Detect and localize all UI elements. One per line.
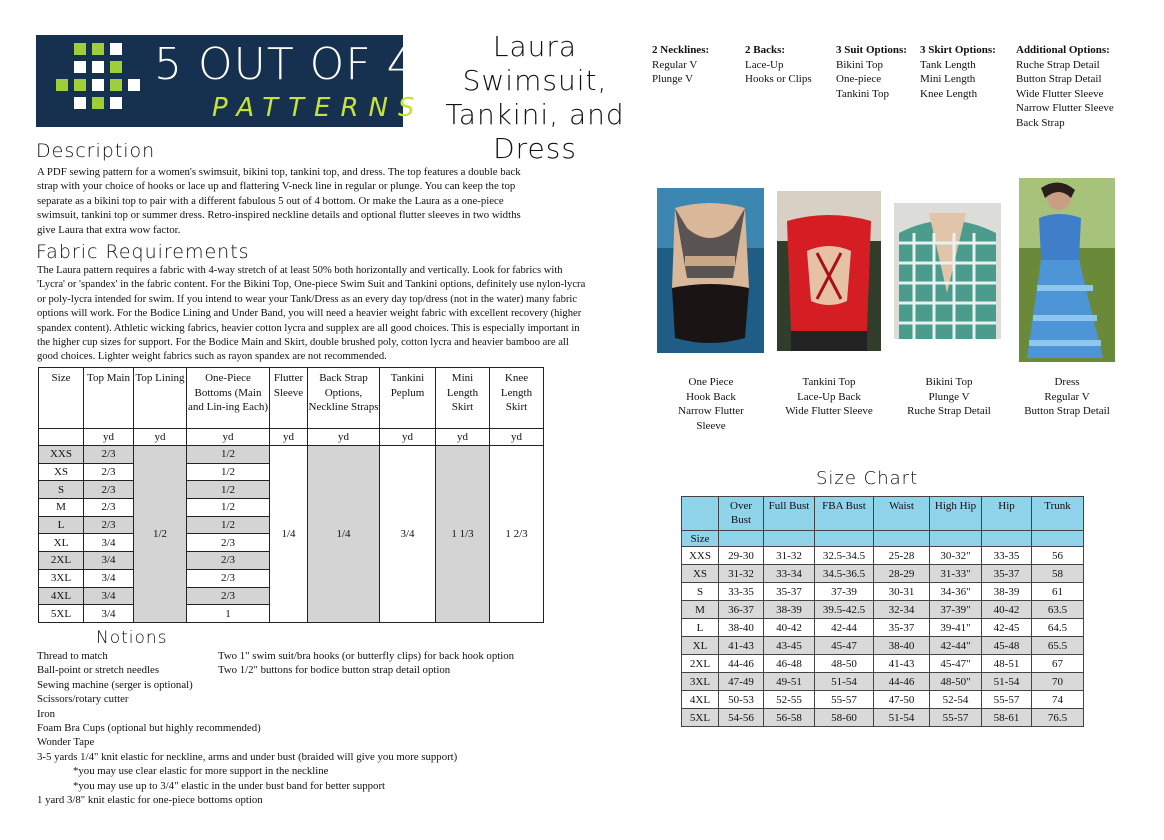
table-row: [682, 601, 1084, 619]
cell: L: [682, 619, 719, 637]
size-chart-heading: Size Chart: [816, 468, 919, 489]
option-heading: 3 Skirt Options:: [920, 44, 996, 56]
option-item: Tankini Top: [836, 87, 889, 100]
option-heading: Additional Options:: [1016, 44, 1110, 56]
caption-line: Regular V: [1044, 390, 1090, 403]
one-piece-cell: 1/2: [187, 499, 270, 517]
cell: 51-54: [982, 673, 1032, 691]
cell: 25-28: [874, 547, 930, 565]
notion-item: Foam Bra Cups (optional but highly recommended): [37, 722, 261, 735]
cell: 40-42: [982, 601, 1032, 619]
caption-line: One Piece: [688, 376, 734, 388]
caption-line: Ruche Strap Detail: [907, 405, 991, 418]
mini-skirt-cell: 1 1/3: [436, 446, 490, 623]
cell: 35-37: [874, 619, 930, 637]
one-piece-cell: 2/3: [187, 552, 270, 570]
cell: 33-35: [982, 547, 1032, 565]
logo-square: [92, 43, 104, 55]
units-row: [39, 429, 544, 446]
notions-list-right: [218, 649, 578, 678]
cell: 45-47": [930, 655, 982, 673]
photo-caption-tankini: [774, 375, 884, 419]
option-item: Lace-Up: [745, 58, 784, 71]
size-cell: L: [39, 516, 84, 534]
text-line: spandex content). Athletic wicking fabrics, heavier cotton lycra and supplex are all good choices. This is especially important in: [37, 322, 580, 334]
cell: 2XL: [682, 655, 719, 673]
logo-square: [74, 79, 86, 91]
column-header: Trunk: [1032, 497, 1084, 531]
fabric-requirements-table: [38, 367, 544, 623]
one-piece-cell: 1/2: [187, 516, 270, 534]
text-line: or poly-lycra intended for swim. If you intend to wear your Tank/Dress as an every day top/dress (not in the water) many fabric: [37, 293, 578, 305]
one-piece-cell: 1/2: [187, 481, 270, 499]
cell: 3XL: [682, 673, 719, 691]
option-item: Wide Flutter Sleeve: [1016, 87, 1104, 100]
size-cell: XS: [39, 463, 84, 481]
option-item: Plunge V: [652, 73, 694, 85]
fabric-text: [37, 264, 657, 365]
option-heading: 2 Backs:: [745, 44, 786, 56]
notion-item: 3-5 yards 1/4" knit elastic for neckline, arms and under bust (braided will give you more support): [37, 750, 458, 763]
top-main-cell: 2/3: [84, 481, 134, 499]
table-header-row: [39, 368, 544, 429]
size-cell: 4XL: [39, 587, 84, 605]
cell: 67: [1032, 655, 1084, 673]
unit-cell: yd: [490, 429, 544, 446]
size-cell: 3XL: [39, 569, 84, 587]
cell: 38-39: [764, 601, 815, 619]
cell: XL: [682, 637, 719, 655]
option-item: Back Strap: [1016, 116, 1065, 129]
cell: 55-57: [930, 709, 982, 727]
cell: XXS: [682, 547, 719, 565]
one-piece-cell: 1/2: [187, 463, 270, 481]
cell: 38-40: [719, 619, 764, 637]
logo-square: [92, 97, 104, 109]
unit-cell: yd: [134, 429, 187, 446]
size-cell: 2XL: [39, 552, 84, 570]
table-row: [682, 691, 1084, 709]
top-main-cell: 3/4: [84, 552, 134, 570]
unit-cell: yd: [270, 429, 308, 446]
notion-item: Thread to match: [37, 650, 108, 662]
photo-dress: [1019, 178, 1115, 362]
cell: 42-45: [982, 619, 1032, 637]
caption-line: Button Strap Detail: [1024, 405, 1110, 418]
notion-item: Sewing machine (serger is optional): [37, 678, 193, 691]
size-label-row: [682, 531, 1084, 547]
cell: 33-34: [764, 565, 815, 583]
cell: 32-34: [874, 601, 930, 619]
column-header: Hip: [982, 497, 1032, 531]
cell: 58: [1032, 565, 1084, 583]
notion-item: Ball-point or stretch needles: [37, 664, 160, 677]
cell: 70: [1032, 673, 1084, 691]
unit-cell: yd: [436, 429, 490, 446]
cell: 34.5-36.5: [815, 565, 874, 583]
size-cell: M: [39, 499, 84, 517]
column-header: One-Piece Bottoms (Main and Lin-ing Each): [187, 368, 270, 429]
notion-item: 1 yard 3/8" knit elastic for one-piece bottoms option: [37, 794, 263, 807]
brand-logo: [36, 35, 425, 127]
notion-item: Wonder Tape: [37, 736, 95, 749]
caption-line: Lace-Up Back: [797, 390, 861, 403]
option-item: Knee Length: [920, 87, 978, 100]
options-additional: [1016, 43, 1114, 130]
options-necklines: [652, 43, 709, 87]
cell: 55-57: [982, 691, 1032, 709]
top-main-cell: 2/3: [84, 516, 134, 534]
column-header: Size: [39, 368, 84, 429]
cell: 48-51: [982, 655, 1032, 673]
peplum-cell: 3/4: [380, 446, 436, 623]
cell: 56-58: [764, 709, 815, 727]
option-item: Bikini Top: [836, 58, 884, 71]
photo-bikini-top: [894, 203, 1001, 339]
caption-line: Tankini Top: [802, 376, 856, 388]
options-skirt: [920, 43, 996, 101]
cell: 4XL: [682, 691, 719, 709]
cell: 58-60: [815, 709, 874, 727]
logo-square: [74, 43, 86, 55]
back-strap-cell: 1/4: [308, 446, 380, 623]
option-item: Narrow Flutter Sleeve: [1016, 102, 1114, 114]
text-line: give Laura that extra wow factor.: [37, 223, 181, 236]
cell: 44-46: [719, 655, 764, 673]
cell: 41-43: [719, 637, 764, 655]
pattern-title: Laura Swimsuit, Tankini, and Dress: [445, 30, 625, 165]
cell: 50-53: [719, 691, 764, 709]
cell: 46-48: [764, 655, 815, 673]
top-main-cell: 3/4: [84, 605, 134, 623]
one-piece-cell: 2/3: [187, 587, 270, 605]
cell: 47-49: [719, 673, 764, 691]
column-header: Top Main: [84, 368, 134, 429]
caption-line: Bikini Top: [925, 376, 973, 388]
cell: 56: [1032, 547, 1084, 565]
size-chart-header-row: [682, 497, 1084, 531]
size-cell: S: [39, 481, 84, 499]
text-line: 'Lycra' or 'spandex' in the fabric content. For the Bikini Top, One-piece Swim Suit and Tankini options, definitely use nylon-lycra: [37, 279, 586, 291]
cell: 52-54: [930, 691, 982, 709]
one-piece-cell: 2/3: [187, 534, 270, 552]
cell: 35-37: [982, 565, 1032, 583]
cell: 34-36": [930, 583, 982, 601]
cell: 33-35: [719, 583, 764, 601]
photo-caption-bikini: [894, 375, 1004, 419]
text-line: The Laura pattern requires a fabric with 4-way stretch of at least 50% both horizontally and vertically. Look for fabrics with: [37, 265, 563, 276]
size-chart-table: [681, 496, 1084, 727]
table-row: [682, 547, 1084, 565]
cell: 41-43: [874, 655, 930, 673]
column-header: Back Strap Options, Neckline Straps: [308, 368, 380, 429]
notion-item: Two 1" swim suit/bra hooks (or butterfly clips) for back hook option: [218, 650, 515, 662]
cell: 40-42: [764, 619, 815, 637]
notion-item: Iron: [37, 707, 55, 720]
cell: 5XL: [682, 709, 719, 727]
cell: 45-48: [982, 637, 1032, 655]
cell: 48-50: [815, 655, 874, 673]
description-heading: Description: [36, 140, 156, 162]
cell: 37-39: [815, 583, 874, 601]
cell: 38-39: [982, 583, 1032, 601]
notion-note: *you may use up to 3/4" elastic in the under bust band for better support: [73, 779, 386, 792]
cell: 47-50: [874, 691, 930, 709]
text-line: A PDF sewing pattern for a women's swimsuit, bikini top, tankini top, and dress. The top features a double back: [37, 166, 521, 178]
unit-cell: yd: [308, 429, 380, 446]
logo-square: [56, 79, 68, 91]
photo-one-piece: [657, 188, 764, 353]
table-row: [682, 565, 1084, 583]
notions-heading: Notions: [96, 628, 168, 648]
option-item: Mini Length: [920, 73, 976, 85]
caption-line: Hook Back: [686, 390, 736, 403]
option-item: Hooks or Clips: [745, 73, 812, 85]
fabric-heading: Fabric Requirements: [36, 241, 250, 263]
cell: 54-56: [719, 709, 764, 727]
options-suit: [836, 43, 907, 101]
cell: M: [682, 601, 719, 619]
cell: S: [682, 583, 719, 601]
column-header: [682, 497, 719, 531]
logo-square: [92, 79, 104, 91]
top-main-cell: 3/4: [84, 534, 134, 552]
cell: 52-55: [764, 691, 815, 709]
cell: 35-37: [764, 583, 815, 601]
cell: 42-44": [930, 637, 982, 655]
option-item: Ruche Strap Detail: [1016, 58, 1100, 71]
top-main-cell: 2/3: [84, 446, 134, 464]
cell: 30-32": [930, 547, 982, 565]
photo-caption-one-piece: [661, 375, 761, 433]
logo-square: [74, 61, 86, 73]
option-item: One-piece: [836, 73, 882, 85]
column-header: Full Bust: [764, 497, 815, 531]
table-row: [682, 583, 1084, 601]
option-heading: 3 Suit Options:: [836, 44, 907, 56]
cell: 38-40: [874, 637, 930, 655]
description-text: [37, 165, 627, 237]
column-header: High Hip: [930, 497, 982, 531]
cell: 32.5-34.5: [815, 547, 874, 565]
cell: 48-50": [930, 673, 982, 691]
size-cell: XL: [39, 534, 84, 552]
cell: 37-39": [930, 601, 982, 619]
notion-item: Two 1/2" buttons for bodice button strap detail option: [218, 664, 451, 677]
cell: 76.5: [1032, 709, 1084, 727]
table-row: [682, 673, 1084, 691]
logo-square: [110, 43, 122, 55]
cell: 63.5: [1032, 601, 1084, 619]
unit-cell: yd: [187, 429, 270, 446]
cell: 39-41": [930, 619, 982, 637]
cell: 64.5: [1032, 619, 1084, 637]
size-cell: XXS: [39, 446, 84, 464]
logo-wordmark: 5 OUT OF 4: [154, 39, 416, 90]
column-header: Knee Length Skirt: [490, 368, 544, 429]
table-row: [682, 619, 1084, 637]
table-row: [682, 655, 1084, 673]
cell: 58-61: [982, 709, 1032, 727]
column-header: Mini Length Skirt: [436, 368, 490, 429]
cell: 28-29: [874, 565, 930, 583]
table-row: [682, 709, 1084, 727]
text-line: separate as a bikini top to pair with a different fabulous 5 out of 4 bottom. Or make the Laura as a one-piece: [37, 194, 504, 207]
flutter-cell: 1/4: [270, 446, 308, 623]
option-item: Button Strap Detail: [1016, 73, 1102, 85]
logo-square: [74, 97, 86, 109]
cell: 31-33": [930, 565, 982, 583]
caption-line: Sleeve: [696, 419, 726, 432]
size-label: Size: [682, 531, 719, 547]
column-header: Tankini Peplum: [380, 368, 436, 429]
unit-cell: [39, 429, 84, 446]
logo-square: [92, 61, 104, 73]
photo-caption-dress: [1012, 375, 1122, 419]
text-line: options will work. For the Bodice Lining and Under Band, you will need a heavier weight fabric with excellent recovery (higher: [37, 308, 582, 320]
cell: 30-31: [874, 583, 930, 601]
cell: 42-44: [815, 619, 874, 637]
column-header: Flutter Sleeve: [270, 368, 308, 429]
photo-tankini: [777, 191, 881, 351]
notion-note: *you may use clear elastic for more support in the neckline: [73, 765, 329, 778]
cell: 49-51: [764, 673, 815, 691]
table-row: [682, 637, 1084, 655]
cell: 65.5: [1032, 637, 1084, 655]
notion-item: Scissors/rotary cutter: [37, 693, 129, 706]
cell: 43-45: [764, 637, 815, 655]
knee-skirt-cell: 1 2/3: [490, 446, 544, 623]
column-header: Waist: [874, 497, 930, 531]
caption-line: Wide Flutter Sleeve: [785, 405, 873, 418]
text-line: good choices. Lighter weight fabrics such as rayon spandex are not recommended.: [37, 351, 387, 363]
cell: 74: [1032, 691, 1084, 709]
top-main-cell: 3/4: [84, 587, 134, 605]
caption-line: Plunge V: [928, 390, 970, 403]
cell: 45-47: [815, 637, 874, 655]
one-piece-cell: 1/2: [187, 446, 270, 464]
cell: 61: [1032, 583, 1084, 601]
top-main-cell: 3/4: [84, 569, 134, 587]
logo-square: [128, 79, 140, 91]
cell: XS: [682, 565, 719, 583]
option-item: Tank Length: [920, 58, 976, 71]
options-backs: [745, 43, 812, 87]
caption-line: Dress: [1054, 376, 1080, 388]
top-main-cell: 2/3: [84, 463, 134, 481]
text-line: strap with your choice of hooks or lace up and flattering V-neck line in regular or plunge. You can keep the top: [37, 180, 516, 193]
top-main-cell: 2/3: [84, 499, 134, 517]
cell: 55-57: [815, 691, 874, 709]
table-row: [39, 446, 544, 464]
one-piece-cell: 2/3: [187, 569, 270, 587]
column-header: Top Lining: [134, 368, 187, 429]
logo-square: [110, 79, 122, 91]
cell: 44-46: [874, 673, 930, 691]
text-line: swimsuit, tankini top or summer dress. Retro-inspired neckline details and optional flutter sleeves in two widths: [37, 209, 521, 222]
text-line: the higher cup sizes for support. For the Bodice Main and Skirt, double brushed poly, cotton lycra and heavier bamboo are all: [37, 337, 569, 349]
logo-square: [110, 97, 122, 109]
one-piece-cell: 1: [187, 605, 270, 623]
unit-cell: yd: [380, 429, 436, 446]
option-heading: 2 Necklines:: [652, 44, 710, 56]
column-header: FBA Bust: [815, 497, 874, 531]
cell: 51-54: [874, 709, 930, 727]
column-header: Over Bust: [719, 497, 764, 531]
option-item: Regular V: [652, 58, 698, 71]
cell: 36-37: [719, 601, 764, 619]
logo-square: [110, 61, 122, 73]
cell: 29-30: [719, 547, 764, 565]
cell: 39.5-42.5: [815, 601, 874, 619]
cell: 31-32: [719, 565, 764, 583]
caption-line: Narrow Flutter: [678, 405, 744, 418]
unit-cell: yd: [84, 429, 134, 446]
size-cell: 5XL: [39, 605, 84, 623]
top-lining-cell: 1/2: [134, 446, 187, 623]
logo-subtext: PATTERNS: [212, 93, 425, 123]
cell: 51-54: [815, 673, 874, 691]
cell: 31-32: [764, 547, 815, 565]
